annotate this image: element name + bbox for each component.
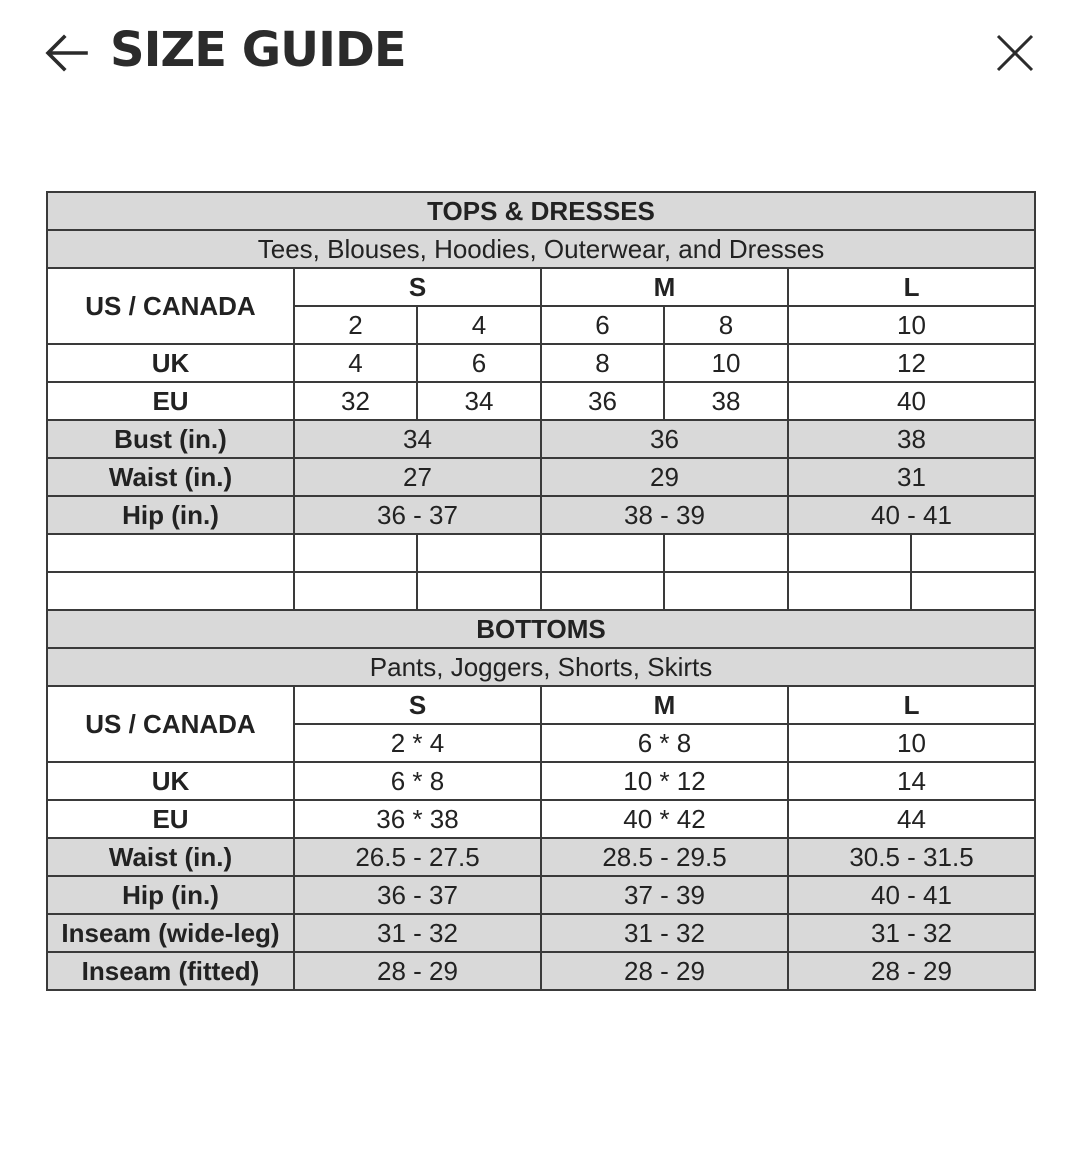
table-cell: 38 <box>664 382 788 420</box>
bottoms-region-label: US / CANADA <box>47 686 294 762</box>
tops-region-label: US / CANADA <box>47 268 294 344</box>
row-label: Inseam (fitted) <box>47 952 294 990</box>
table-cell: 10 <box>788 724 1035 762</box>
table-cell: 2 * 4 <box>294 724 541 762</box>
empty-cell <box>788 572 911 610</box>
spacer-row <box>47 572 1035 610</box>
spacer-row <box>47 534 1035 572</box>
empty-cell <box>294 534 417 572</box>
bottoms-inseam-fitted-row <box>47 952 1035 990</box>
tops-title-row <box>47 192 1035 230</box>
row-label: UK <box>47 344 294 382</box>
row-label: Waist (in.) <box>47 838 294 876</box>
table-cell: 6 <box>417 344 541 382</box>
table-cell: 26.5 - 27.5 <box>294 838 541 876</box>
empty-cell <box>911 572 1035 610</box>
empty-cell <box>47 534 294 572</box>
table-cell: 2 <box>294 306 417 344</box>
empty-cell <box>911 534 1035 572</box>
table-cell: 44 <box>788 800 1035 838</box>
table-cell: 40 * 42 <box>541 800 788 838</box>
table-cell: 29 <box>541 458 788 496</box>
table-cell: 10 * 12 <box>541 762 788 800</box>
size-guide-image <box>46 191 1034 991</box>
table-cell: 38 <box>788 420 1035 458</box>
table-cell: 36 - 37 <box>294 876 541 914</box>
row-label: Bust (in.) <box>47 420 294 458</box>
close-button[interactable] <box>990 28 1040 78</box>
tops-size-header-row <box>47 268 1035 306</box>
empty-cell <box>47 572 294 610</box>
empty-cell <box>788 534 911 572</box>
row-label: EU <box>47 800 294 838</box>
table-cell: 10 <box>664 344 788 382</box>
bottoms-waist-row <box>47 838 1035 876</box>
tops-hip-row <box>47 496 1035 534</box>
table-cell: 38 - 39 <box>541 496 788 534</box>
tops-size-l: L <box>788 268 1035 306</box>
table-cell: 12 <box>788 344 1035 382</box>
table-cell: 14 <box>788 762 1035 800</box>
bottoms-uk-row <box>47 762 1035 800</box>
empty-cell <box>541 534 664 572</box>
table-cell: 32 <box>294 382 417 420</box>
table-cell: 27 <box>294 458 541 496</box>
page-title: SIZE GUIDE <box>110 22 406 78</box>
table-cell: 10 <box>788 306 1035 344</box>
tops-waist-row <box>47 458 1035 496</box>
empty-cell <box>664 572 788 610</box>
empty-cell <box>417 572 541 610</box>
empty-cell <box>664 534 788 572</box>
empty-cell <box>417 534 541 572</box>
bottoms-inseam-wide-row <box>47 914 1035 952</box>
table-cell: 31 <box>788 458 1035 496</box>
tops-section-title: TOPS & DRESSES <box>47 192 1035 230</box>
header-bar <box>0 0 1080 110</box>
table-cell: 6 <box>541 306 664 344</box>
table-cell: 28 - 29 <box>294 952 541 990</box>
table-cell: 30.5 - 31.5 <box>788 838 1035 876</box>
table-cell: 34 <box>417 382 541 420</box>
table-cell: 4 <box>417 306 541 344</box>
table-cell: 31 - 32 <box>294 914 541 952</box>
table-cell: 36 <box>541 382 664 420</box>
row-label: UK <box>47 762 294 800</box>
bottoms-subtitle-row <box>47 648 1035 686</box>
bottoms-hip-row <box>47 876 1035 914</box>
table-cell: 6 * 8 <box>294 762 541 800</box>
close-icon <box>990 28 1040 78</box>
table-cell: 8 <box>664 306 788 344</box>
table-cell: 40 - 41 <box>788 496 1035 534</box>
bottoms-title-row <box>47 610 1035 648</box>
table-cell: 6 * 8 <box>541 724 788 762</box>
table-cell: 28 - 29 <box>541 952 788 990</box>
arrow-left-icon <box>42 28 92 78</box>
bottoms-section-subtitle: Pants, Joggers, Shorts, Skirts <box>47 648 1035 686</box>
bottoms-size-header-row <box>47 686 1035 724</box>
tops-eu-row <box>47 382 1035 420</box>
table-cell: 36 * 38 <box>294 800 541 838</box>
empty-cell <box>294 572 417 610</box>
bottoms-size-s: S <box>294 686 541 724</box>
bottoms-eu-row <box>47 800 1035 838</box>
tops-section-subtitle: Tees, Blouses, Hoodies, Outerwear, and Dresses <box>47 230 1035 268</box>
table-cell: 37 - 39 <box>541 876 788 914</box>
table-cell: 40 - 41 <box>788 876 1035 914</box>
table-cell: 28 - 29 <box>788 952 1035 990</box>
bottoms-section-title: BOTTOMS <box>47 610 1035 648</box>
empty-cell <box>541 572 664 610</box>
table-cell: 8 <box>541 344 664 382</box>
tops-size-s: S <box>294 268 541 306</box>
tops-uk-row <box>47 344 1035 382</box>
table-cell: 31 - 32 <box>788 914 1035 952</box>
table-cell: 31 - 32 <box>541 914 788 952</box>
row-label: Inseam (wide-leg) <box>47 914 294 952</box>
table-cell: 4 <box>294 344 417 382</box>
tops-subtitle-row <box>47 230 1035 268</box>
back-button[interactable] <box>42 28 92 78</box>
row-label: Hip (in.) <box>47 876 294 914</box>
row-label: Hip (in.) <box>47 496 294 534</box>
row-label: Waist (in.) <box>47 458 294 496</box>
row-label: EU <box>47 382 294 420</box>
tops-size-m: M <box>541 268 788 306</box>
table-cell: 34 <box>294 420 541 458</box>
table-cell: 36 - 37 <box>294 496 541 534</box>
tops-bust-row <box>47 420 1035 458</box>
bottoms-size-m: M <box>541 686 788 724</box>
bottoms-size-l: L <box>788 686 1035 724</box>
table-cell: 28.5 - 29.5 <box>541 838 788 876</box>
table-cell: 40 <box>788 382 1035 420</box>
size-chart-table <box>46 191 1036 991</box>
table-cell: 36 <box>541 420 788 458</box>
